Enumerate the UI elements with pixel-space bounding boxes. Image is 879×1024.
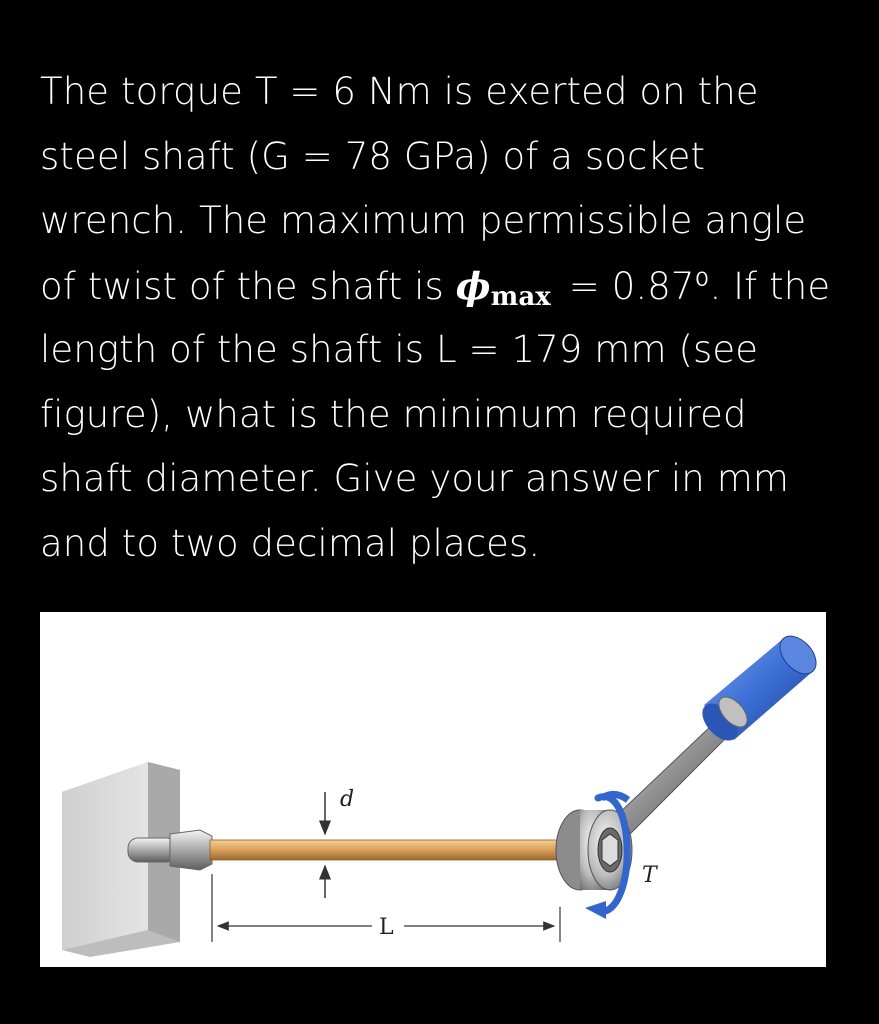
diameter-label: d (340, 787, 355, 812)
problem-line-4 (40, 254, 850, 319)
figure-drawing (40, 612, 826, 967)
length-label: L (379, 915, 394, 940)
wrench-handle (696, 629, 824, 747)
line4-before-text: of twist of the shaft is (40, 264, 456, 308)
torque-label: T (642, 863, 657, 888)
problem-line-3: wrench. The maximum permissible angle (40, 199, 807, 242)
problem-line-2: steel shaft (G = 78 GPa) of a socket (40, 134, 706, 178)
socket-wrench-figure (40, 612, 826, 967)
problem-line-5: length of the shaft is L = 179 mm (see (40, 328, 759, 371)
problem-line-8: and to two decimal places. (40, 521, 541, 565)
problem-statement (40, 60, 850, 576)
problem-line-7: shaft diameter. Give your answer in mm (40, 457, 790, 500)
line4-after-text: = 0.87⁰. If the (556, 264, 831, 308)
problem-line-1: The torque T = 6 Nm is exerted on the (40, 70, 759, 113)
steel-shaft (210, 840, 560, 860)
phi-subscript: max (490, 281, 551, 312)
problem-line-6: figure), what is the minimum required (40, 392, 747, 436)
phi-symbol: ϕ (455, 263, 491, 308)
